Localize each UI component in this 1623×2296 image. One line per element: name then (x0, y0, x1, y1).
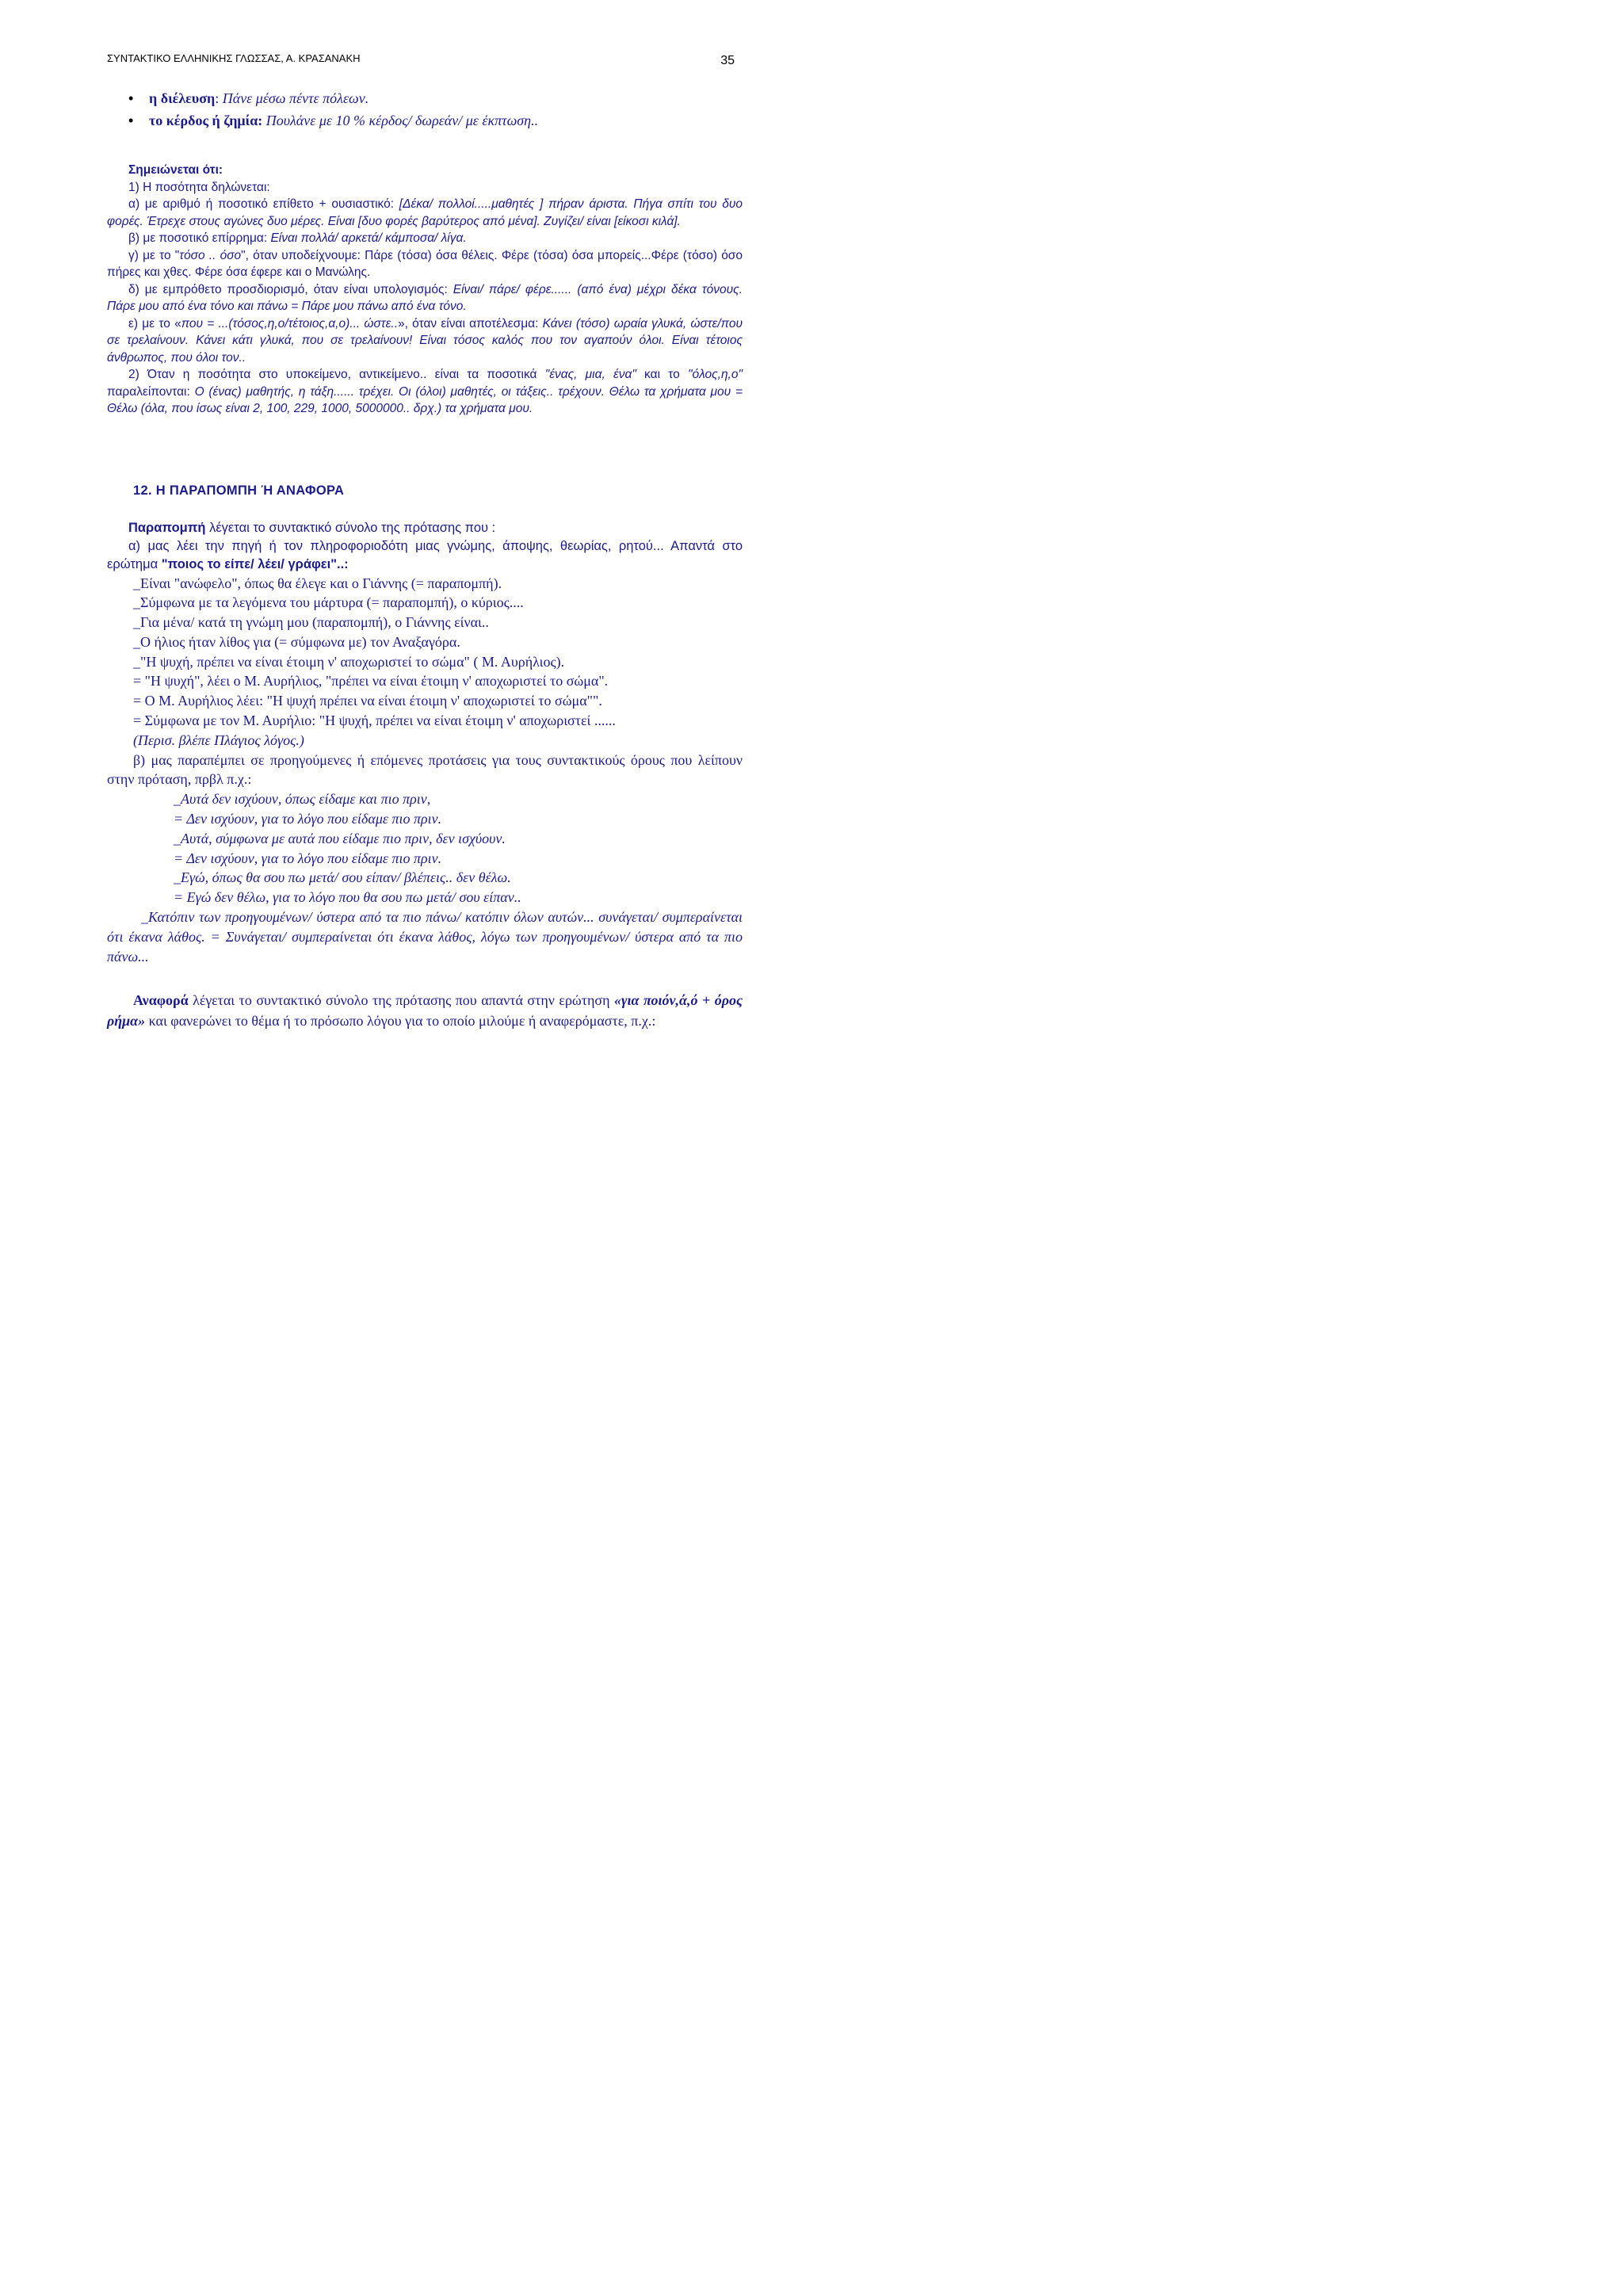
note-2-prefix: 2) Όταν η ποσότητα στο υποκείμενο, αντικείμενο.. είναι τα ποσοτικά (128, 368, 545, 381)
note-1g-rest: ", όταν υποδείχνουμε: Πάρε (τόσα) όσα θέλεις. Φέρε (τόσα) όσα μπορείς...Φέρε (τόσο) όσο πήρες και χθες. Φέρε όσα έφερε και ο Μανώλης. (107, 248, 743, 279)
parapompi-question: "ποιος το είπε/ λέει/ γράφει"..: (161, 556, 349, 571)
example-line: _Ο ήλιος ήταν λίθος για (= σύμφωνα με) τον Αναξαγόρα. (133, 633, 460, 650)
section-heading: 12. Η ΠΑΡΑΠΟΜΠΗ Ή ΑΝΑΦΟΡΑ (133, 483, 345, 498)
parapompi-def-text: λέγεται το συντακτικό σύνολο της πρότασης που : (205, 520, 496, 535)
anafora-term: Αναφορά (133, 992, 189, 1009)
example-b-line (107, 809, 743, 829)
note-1g (107, 247, 743, 281)
parapompi-definition (107, 519, 743, 574)
parapompi-term: Παραπομπή (128, 520, 206, 535)
see-also (107, 731, 743, 751)
bullet-example: Πουλάνε με 10 % κέρδος/ δωρεάν/ με έκπτωση.. (265, 113, 539, 128)
bullet-term: το κέρδος ή ζημία: (149, 113, 263, 128)
note-2-term-2: "όλος,η,ο" (687, 368, 743, 381)
bullet-list (128, 87, 743, 132)
example-b-text: _Αυτά, σύμφωνα με αυτά που είδαμε πιο πριν, δεν ισχύουν. (174, 830, 506, 846)
example-line: = Σύμφωνα με τον Μ. Αυρήλιο: "Η ψυχή, πρέπει να είναι έτοιμη ν' αποχωριστεί ...... (133, 712, 616, 729)
note-1d-prefix: δ) με εμπρόθετο προσδιορισμό, όταν είναι υπολογισμός: (128, 282, 453, 296)
note-1e-example: Κάνει (τόσο) ωραία γλυκά, ώστε/που σε τρελαίνουν. Κάνει κάτι γλυκά, που σε τρελαίνουν! Είναι τόσος καλός που τον αγαπούν όλοι. Είναι τέτοιος άνθρωπος, που όλοι τον.. (107, 316, 743, 365)
bullet-term: η διέλευση (149, 90, 216, 106)
example-line: _"Η ψυχή, πρέπει να είναι έτοιμη ν' αποχωριστεί το σώμα" ( Μ. Αυρήλιος). (133, 653, 565, 670)
note-1e-term: που = ...(τόσος,η,ο/τέτοιος,α,ο)... ώστε.. (181, 316, 399, 330)
bullet-item (128, 87, 743, 109)
example-b-line (107, 888, 743, 907)
example-line: = "Η ψυχή", λέει ο Μ. Αυρήλιος, "πρέπει να είναι έτοιμη ν' αποχωριστεί το σώμα". (133, 673, 609, 690)
example-b-text: _Αυτά δεν ισχύουν, όπως είδαμε και πιο πριν, (174, 791, 431, 808)
example-b-text: = Δεν ισχύουν, για το λόγο που είδαμε πιο πριν. (174, 811, 442, 827)
parapompi-a-text: α) μας λέει την πηγή ή τον πληροφοριοδότη μιας γνώμης, άποψης, θεωρίας, ρητού... Απαντά στο ερώτημα (107, 538, 743, 571)
bullet-separator: : (215, 90, 223, 106)
running-header (107, 52, 735, 67)
parapompi-def (107, 519, 743, 537)
examples-a (107, 574, 743, 967)
example-line: _Είναι "ανώφελο", όπως θα έλεγε και ο Γιάννης (= παραπομπή). (133, 575, 502, 591)
anafora-text-1: λέγεται το συντακτικό σύνολο της πρότασης που απαντά στην ερώτηση (188, 992, 615, 1009)
document-page (0, 0, 876, 1240)
note-1b-prefix: β) με ποσοτικό επίρρημα: (128, 231, 271, 245)
example-line: _Σύμφωνα με τα λεγόμενα του μάρτυρα (= παραπομπή), ο κύριος.... (133, 594, 524, 611)
note-1g-prefix: γ) με το " (128, 248, 180, 262)
anafora-question: «για ποιόν,ά,ό + όρος ρήμα» (107, 992, 743, 1030)
anafora-text-2: και φανερώνει το θέμα ή το πρόσωπο λόγου για το οποίο μιλούμε ή αναφερόμαστε, π.χ.: (145, 1013, 656, 1030)
example-b-final (107, 907, 743, 966)
note-1: 1) Η ποσότητα δηλώνεται: (128, 180, 270, 194)
header-title: ΣΥΝΤΑΚΤΙΚΟ ΕΛΛΗΝΙΚΗΣ ΓΛΩΣΣΑΣ, Α. ΚΡΑΣΑΝΑΚΗ (107, 52, 361, 64)
example-b-text: = Δεν ισχύουν, για το λόγο που είδαμε πιο πριν. (174, 850, 442, 866)
anafora-paragraph (107, 990, 743, 1031)
note-1a-prefix: α) με αριθμό ή ποσοτικό επίθετο + ουσιαστικό: (128, 197, 399, 211)
note-1d-example: Είναι/ πάρε/ φέρε...... (από ένα) μέχρι δέκα τόνους. Πάρε μου από ένα τόνο και πάνω = Πάρε μου πάνω από ένα τόνο. (107, 282, 743, 313)
note-1b (107, 230, 743, 247)
example-b-line (107, 829, 743, 849)
page-content (107, 87, 743, 1031)
bullet-item (128, 109, 743, 132)
note-1e (107, 315, 743, 367)
example-b-line (107, 868, 743, 888)
example-line: = Ο Μ. Αυρήλιος λέει: "Η ψυχή πρέπει να είναι έτοιμη ν' αποχωριστεί το σώμα"". (133, 693, 602, 709)
note-1a-example: [Δέκα/ πολλοί.....μαθητές ] πήραν άριστα. Πήγα σπίτι του δυο φορές. Έτρεχε στους αγώνες δυο μέρες. Είναι [δυο φορές βαρύτερος από μένα]. Ζυγίζει/ είναι [είκοσι κιλά]. (107, 197, 743, 228)
bullet-example: Πάνε μέσω πέντε πόλεων. (222, 90, 369, 106)
example-b-final-text: _Κατόπιν των προηγουμένων/ ύστερα από τα πιο πάνω/ κατόπιν όλων αυτών... συνάγεται/ συμπεραίνεται ότι έκανα λάθος. = Συνάγεται/ συμπεραίνεται ότι έκανα λάθος, λόγω των προηγουμένων/ ύστερα από τα πιο πάνω... (107, 909, 743, 965)
note-1a (107, 196, 743, 230)
example-b-line (107, 849, 743, 869)
notes-title: Σημειώνεται ότι: (128, 163, 223, 177)
example-b-line (107, 789, 743, 809)
page-number: 35 (720, 54, 735, 67)
note-1d (107, 281, 743, 315)
note-2 (107, 366, 743, 418)
notes-block (107, 162, 743, 418)
note-2-example: Ο (ένας) μαθητής, η τάξη...... τρέχει. Οι (όλοι) μαθητές, οι τάξεις.. τρέχουν. Θέλω τα χρήματα μου = Θέλω (όλα, που ίσως είναι 2, 100, 229, 1000, 5000000.. δρχ.) τα χρήματα μου. (107, 384, 743, 415)
parapompi-a (107, 537, 743, 574)
note-1b-example: Είναι πολλά/ αρκετά/ κάμποσα/ λίγα. (270, 231, 467, 245)
note-1e-prefix: ε) με το « (128, 316, 181, 330)
example-line: _Για μένα/ κατά τη γνώμη μου (παραπομπή), ο Γιάννης είναι.. (133, 614, 489, 631)
parapompi-b: β) μας παραπέμπει σε προηγούμενες ή επόμενες προτάσεις για τους συντακτικούς όρους που λείπουν στην πρόταση, πρβλ π.χ.: (107, 751, 743, 788)
note-2-mid: και το (636, 368, 688, 381)
note-1e-mid: », όταν είναι αποτέλεσμα: (398, 316, 543, 330)
note-2-term-1: "ένας, μια, ένα" (544, 368, 636, 381)
example-b-text: _Εγώ, όπως θα σου πω μετά/ σου είπαν/ βλέπεις.. δεν θέλω. (174, 869, 511, 886)
anafora-definition (107, 990, 743, 1031)
example-b-text: = Εγώ δεν θέλω, για το λόγο που θα σου πω μετά/ σου είπαν.. (174, 889, 521, 906)
see-also-text: (Περισ. βλέπε Πλάγιος λόγος.) (133, 732, 304, 748)
note-2-mid2: παραλείπονται: (107, 384, 195, 399)
note-1g-term: τόσο .. όσο (179, 248, 242, 262)
